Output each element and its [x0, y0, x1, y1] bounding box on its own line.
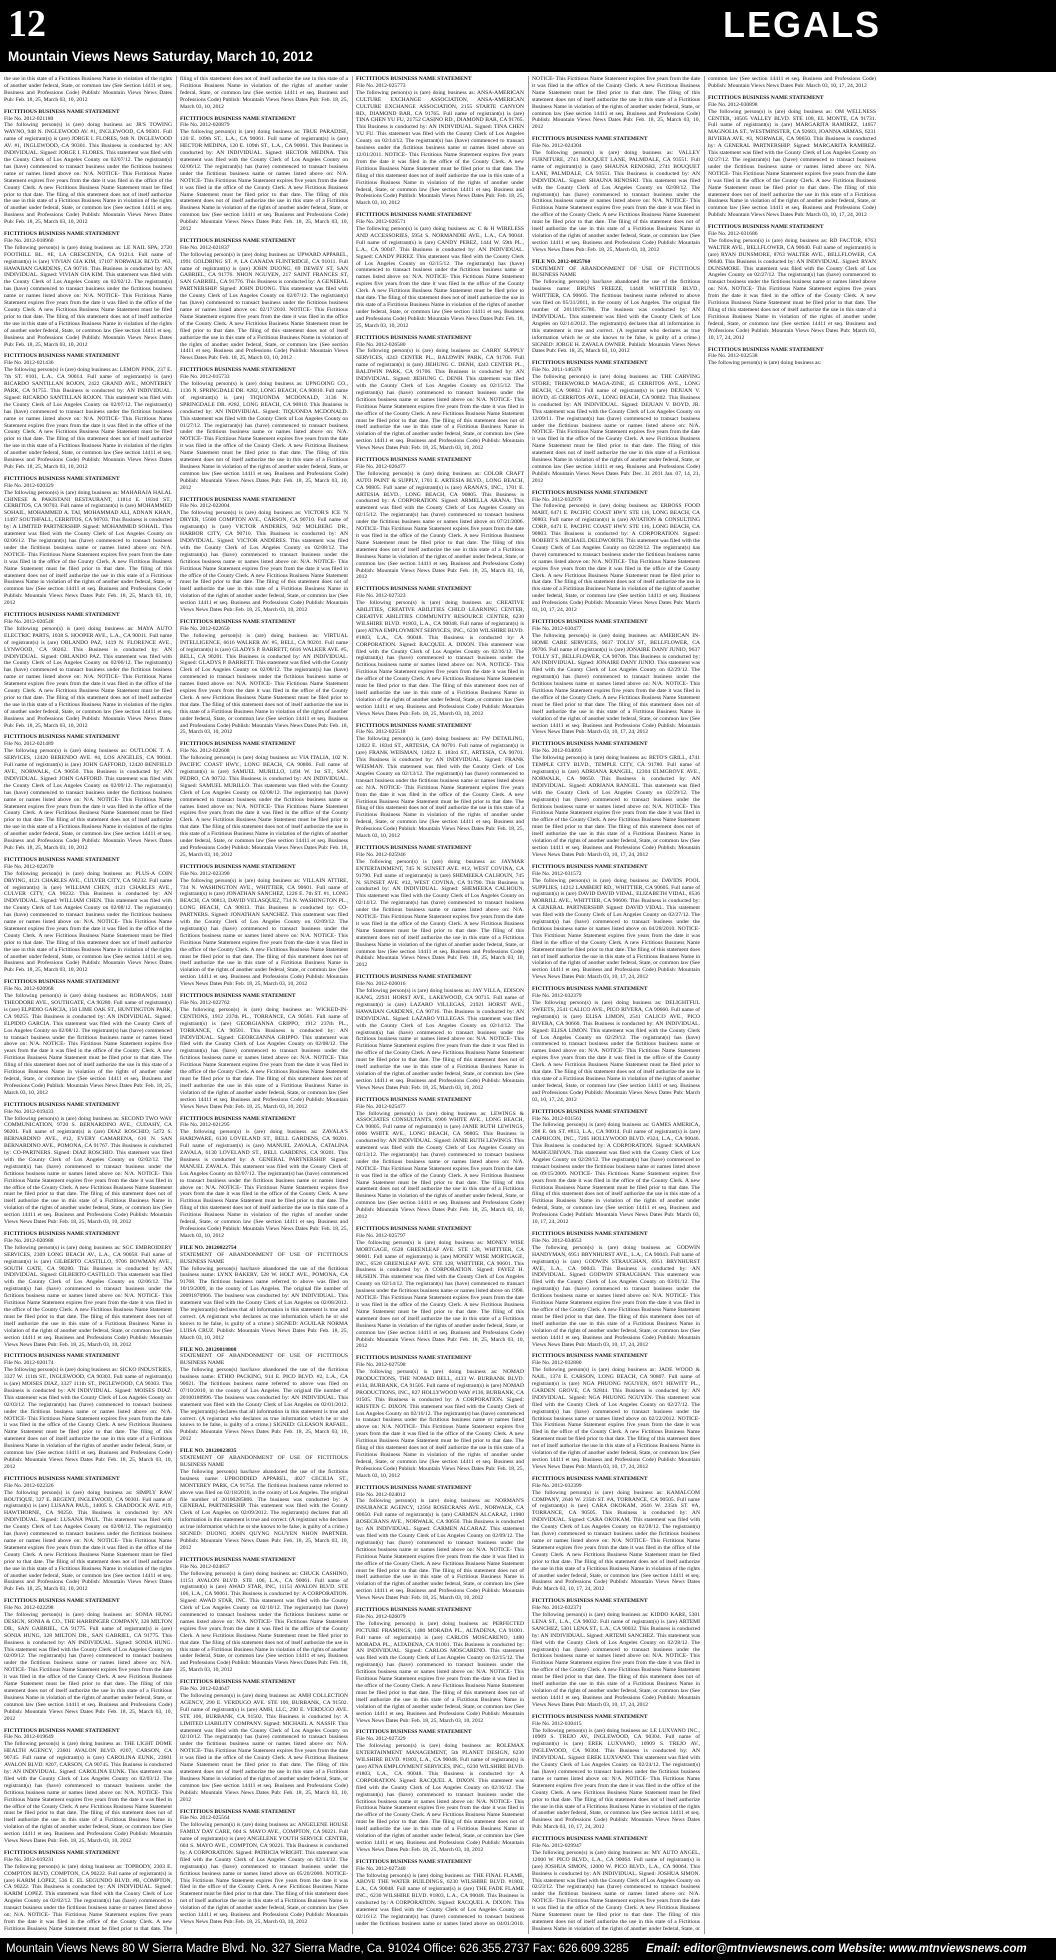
legal-notice [356, 845, 524, 969]
notice-body: The following person(s) is (are) doing business as: JAYMAR ENTERTAINMENT, 745 N. SUNSET AVE. #12, WEST COVINA, CA 91790. Full name of registrant(s) is (are) SHEMEEKA CALHOUN, 745 N. SUNSET AVE. #12, WEST COVINA, CA 91790. This Business is conducted by: AN INDIVIDUAL. Signed: SHEMEEKA CALHOUN. This statement was filed with the County Clerk of Los Angeles County on 02/14/12. The registrant(s) has (have) commenced to transact business under the fictitious business name or names listed above on: N/A. NOTICE- This Fictitious Name Statement expires five years from the date it was filed in the office of the County Clerk. A new Fictitious Business Name Statement must be filed prior to that date. The filing of this statement does not of itself authorize the use in this state of a Fictitious Business Name in violation of the rights of another under federal, State, or common law (See section 14411 et seq. Business and Professions Code) Publish: Mountain Views News Dates Pub: Feb. 18, 25, March 03, 10, 2012 [356, 858, 524, 969]
notice-body: The following person(s) is (are) doing business as: VILLAIN ATTIRE, 734 N. WASHINGTON AVE., WHITTIER, CA 90601. Full name of registrant(s) is (are) JONATHAN SANCHEZ, 1226 E. 7th ST. #1, LONG BEACH, CA 90813, DAVID VELASQUEZ, 734 N. WASHINGTON PL., LONG BEACH, CA 90813. This Business is conducted by: CO-PARTNERS. Signed: JONATHAN SANCHEZ. This statement was filed with the County Clerk of Los Angeles County on 02/09/12. The registrant(s) has (have) commenced to transact business under the fictitious business name or names listed above on: N/A. NOTICE- This Fictitious Name Statement expires five years from the date it was filed in the office of the County Clerk. A new Fictitious Business Name Statement must be filed prior to that date. The filing of this statement does not of itself authorize the use in this state of a Fictitious Business Name in violation of the rights of another under federal, State, or common law (See section 14411 et seq. Business and Professions Code) Publish: Mountain Views News Dates Pub: Feb. 18, 25, March 03, 10, 2012 [180, 877, 348, 988]
notice-file-number: File No. 2012-030898 [708, 101, 758, 108]
notice-heading: FICTITIOUS BUSINESS NAME STATEMENT [356, 1858, 472, 1865]
notice-body: The following person(s) is (are) doing business as: CARRY SUPPLY SERVICES, 4243 CENTER PL., BALDWIN PARK, CA 91706. Full name of registrant(s) is (are) JIEHUNG C. DENH, 4243 CENTER PL., BALDWIN PARK, CA 91706. This Business is conducted by: AN INDIVIDUAL. Signed: JIEHUNG C. DENH. This statement was filed with the County Clerk of Los Angeles County on 02/15/12. The registrant(s) has (have) commenced to transact business under the fictitious business name or names listed above on: N/A. NOTICE- This Fictitious Name Statement expires five years from the date it was filed in the office of the County Clerk. A new Fictitious Business Name Statement must be filed prior to that date. The filing of this statement does not of itself authorize the use in this state of a Fictitious Business Name in violation of the rights of another under federal, State, or common law (See section 14411 et seq. Business and Professions Code) Publish: Mountain Views News Dates Pub: Feb. 18, 25, March 03, 10, 2012 [356, 348, 524, 452]
notice-body: The following person(s) is (are) doing business as: ANSA-AMERICAN CULTURE EXCHANGE ASSOCIATION, ANSA-AMERICAN CULTURE EXCHANGE ASSOCIATION, 2155 STARTE CANYON RD., DIAMOND BAR, CA 91765. Full name of registrant(s) is (are) TINA CHEN YU FU, 21752 CASINO RD., DIAMOND BAR, CA 91765. This Business is conducted by: AN INDIVIDUAL. Signed: TINA CHEN YU FU. This statement was filed with the County Clerk of Los Angeles County on 02/14/12. The registrant(s) has (have) commenced to transact business under the fictitious business name or names listed above on 12/01/2011. NOTICE- This Fictitious Name Statement expires five years from the date it was filed in the office of the County Clerk. A new Fictitious Business Name Statement must be filed prior to that date. The filing of this statement does not of itself authorize the use in this state of a Fictitious Business Name in violation of the rights of another under federal, State, or common law (See section 14411 et seq. Business and Professions Code) Publish: Mountain Views News Dates Pub: Feb. 18, 25, March 03, 10, 2012 [356, 89, 524, 207]
legal-notice [4, 1728, 172, 1845]
legal-notice [532, 136, 700, 253]
notice-file-number: File No. 2012-021436 [4, 360, 54, 367]
legal-notice [708, 224, 876, 341]
notice-file-number: File No. 2012-026016 [356, 981, 406, 988]
notice-heading: FICTITIOUS BUSINESS NAME STATEMENT [4, 1475, 120, 1482]
notice-file-number: File No. 2012-027323 [356, 593, 406, 600]
notice-body: The following person(s) is (are) doing business as: VALLEY FURNITURE, 2741 BOUQUET LANE, PALMDALE, CA 93551. Full name of registrant(s) is (are) SHAUNA RENOSKI, 2741 BOUQUET LANE, PALMDALE, CA 93551. This Business is conducted by: AN INDIVIDUAL. Signed: SHAUNA RENOSKI. This statement was filed with the County Clerk of Los Angeles County on 02/08/12. The registrant(s) has (have) commenced to transact business under the fictitious business name or names listed above on: N/A. NOTICE- This Fictitious Name Statement expires five years from the date it was filed in the office of the County Clerk. A new Fictitious Business Name Statement must be filed prior to that date. The filing of this statement does not of itself authorize the use in this state of a Fictitious Business Name in violation of the rights of another under federal, State, or common law (See section 14411 et seq. Business and Professions Code) Publish: Mountain Views News Dates Pub: Feb. 18, 25, March 03, 10, 2012 [532, 150, 700, 253]
legal-notice [356, 586, 524, 717]
notice-file-number: File No. 2012-024012 [356, 1491, 406, 1498]
footer-contact: Email: editor@mtnviewsnews.com Website: www.mtnviewsnews.com [646, 1943, 1027, 1955]
notice-file-number: File No. 2012-024304 [532, 143, 582, 150]
notice-heading: FICTITIOUS BUSINESS NAME STATEMENT [532, 360, 648, 367]
notice-file-number: File No. 2012-023390 [180, 870, 230, 877]
notice-file-number: File No. 2012-026477 [356, 463, 406, 470]
notice-body: The following person(s) has/have abandoned the use of the fictitious business name: ETHIO PACKING, 914 E. PICO BLVD. #2, L.A., CA 90021. The fictitious business name referred to above was filed on 07/10/2010, in the county of Los Angeles. The original file number of 20100180996. The business was conducted by: AN INDIVIDUAL. This statement was filed with the County Clerk of Los Angeles on 02/01/2012. The registrant(s) declares that all information in this statement is true and correct. (A registrant who declares as true information which he or she knows to be false, is guilty of a crime.) SIGNED: GLEASON RAFAEL. Publish: Mountain Views News Dates Pub: Feb. 18, 25, March 03, 10, 2012 [180, 1367, 348, 1443]
legal-notice [532, 619, 700, 736]
notice-file-number: File No. 2012-025518 [356, 729, 406, 736]
notice-body: The following person(s) is (are) doing business as: MAYA AUTO ELECTRIC PARTS, 1038 S. HOOPER AVE., L.A., CA 90011. Full name of registrant(s) is (are) ORLANDO PAZ, 1419 N. FLORENCE AVE., LYNWOOD, CA 90262. This Business is conducted by: AN INDIVIDUAL. Signed: ORLANDO PAZ. This statement was filed with the County Clerk of Los Angeles County on 02/06/12. The registrant(s) has (have) commenced to transact business under the fictitious business name or names listed above on: N/A. NOTICE- This Fictitious Name Statement expires five years from the date it was filed in the office of the County Clerk. A new Fictitious Business Name Statement must be filed prior to that date. The filing of this statement does not of itself authorize the use in this state of a Fictitious Business Name in violation of the rights of another under federal, State, or common law (See section 14411 et seq. Business and Professions Code) Publish: Mountain Views News Dates Pub: Feb. 18, 25, March 03, 10, 2012 [4, 625, 172, 729]
notice-body: The following person(s) is (are) doing business as: NORMAN'S INSURANCE AGENCY, 12564 ROSECRANS AVE., NORWALK, CA 90650. Full name of registrant(s) is (are) CARMEN ALCARAZ, 11980 ROSECRANS AVE., NORWALK, CA 90650. This Business is conducted by: AN INDIVIDUAL. Signed: CARMEN ALCARAZ. This statement was filed with the County Clerk of Los Angeles County on 02/09/12. The registrant(s) has (have) commenced to transact business under the fictitious business name or names listed above on: N/A. NOTICE- This Fictitious Name Statement expires five years from the date it was filed in the office of the County Clerk. A new Fictitious Business Name Statement must be filed prior to that date. The filing of this statement does not of itself authorize the use in this state of a Fictitious Business Name in violation of the rights of another under federal, State, or common law (See section 14411 et seq. Business and Professions Code) Publish: Mountain Views News Dates Pub: Feb. 18, 25, March 03, 10, 2012 [356, 1498, 524, 1602]
notice-body: The following person(s) is (are) doing business as: CHUCK CASHINO, 11151 AVALON BLVD. STE 106, L.A., CA 90061. Full name of registrant(s) is (are) AWAD STAR, INC, 11151 AVALON BLVD. STE 106, L.A., CA 90061. This Business is conducted by: A CORPORATION. Signed: AWAD STAR, INC. This statement was filed with the County Clerk of Los Angeles County on 02/10/12. The registrant(s) has (have) commenced to transact business under the fictitious business name or names listed above on: N/A. NOTICE- This Fictitious Name Statement expires five years from the date it was filed in the office of the County Clerk. A new Fictitious Business Name Statement must be filed prior to that date. The filing of this statement does not of itself authorize the use in this state of a Fictitious Business Name in violation of the rights of another under federal, State, or common law (See section 14411 et seq. Business and Professions Code) Publish: Mountain Views News Dates Pub: Feb. 18, 25, March 03, 10, 2012 [180, 1570, 348, 1674]
notice-file-number: STATEMENT OF ABANDONMENT OF USE OF FICTITIOUS BUSINESS NAME [180, 1455, 348, 1468]
notice-file-number: File No. 2012-030477 [532, 625, 582, 632]
legal-notice [4, 1231, 172, 1348]
notice-heading: FICTITIOUS BUSINESS NAME STATEMENT [532, 1598, 648, 1605]
notice-heading: FICTITIOUS BUSINESS NAME STATEMENT [180, 496, 296, 503]
notice-heading: FICTITIOUS BUSINESS NAME STATEMENT [532, 1836, 648, 1843]
legal-notice [356, 1729, 524, 1853]
notice-file-number: File No. 2012-021180 [4, 115, 54, 122]
notice-file-number: File No. 2012-020174 [4, 1360, 54, 1367]
notice-body: The following person(s) is (are) doing business as: SONIA HUNG DESIGN, SONIA & CO., THE HARBINGER COMPANY, 328 MILTON DR., SAN GABRIEL, CA 91775. Full name of registrant(s) is (are) SONIA HUNG, 328 MILTON DR., SAN GABRIEL, CA 91775. This Business is conducted by: AN INDIVIDUAL. Signed: SONIA HUNG. This statement was filed with the County Clerk of Los Angeles County on 02/09/12. The registrant(s) has (have) commenced to transact business under the fictitious business name or names listed above on: N/A. NOTICE- This Fictitious Name Statement expires five years from the date it was filed in the office of the County Clerk. A new Fictitious Business Name Statement must be filed prior to that date. The filing of this statement does not of itself authorize the use in this state of a Fictitious Business Name in violation of the rights of another under federal, State, or common law (See section 14411 et seq. Business and Professions Code) Publish: Mountain Views News Dates Pub: Feb. 18, 25, March 03, 10, 2012 [4, 1612, 172, 1722]
notice-body: The following person(s) is (are) doing business as: ERBOSS FOOD MART, 6471 E. PACIFIC COAST HWY. STE 116, LONG BEACH, CA 90803. Full name of registrant(s) is (are) AVIATION & CONSULTING CORP., 6471 E. PACIFIC COAST HWY. STE 116, LONG BEACH, CA 90803. This Business is conducted by: A CORPORATION. Signed: ROBERT S. MICHAEL DELDWORTH. This statement was filed with the County Clerk of Los Angeles County on 02/28/12. The registrant(s) has (have) commenced to transact business under the fictitious business name or names listed above on: N/A. NOTICE- This Fictitious Name Statement expires five years from the date it was filed in the office of the County Clerk. A new Fictitious Business Name Statement must be filed prior to that date. The filing of this statement does not of itself authorize the use in this state of a Fictitious Business Name in violation of the rights of another under federal, State, or common law (See section 14411 et seq. Business and Professions Code) Publish: Mountain Views News Dates Pub: March 03, 10, 17, 24, 2012 [532, 503, 700, 614]
notice-body: The following person(s) is (are) doing business as: RD FACTOR, 8763 WALTER AVE., BELLFLOWER, CA 90640. Full name of registrant(s) is (are) RYAN DUNSMORE, 8763 WALTER AVE., BELLFLOWER, CA 90640. This Business is conducted by: AN INDIVIDUAL. Signed: RYAN DUNSMORE. This statement was filed with the County Clerk of Los Angeles County on 02/27/12. The registrant(s) has (have) commenced to transact business under the fictitious business name or names listed above on: N/A. NOTICE- This Fictitious Name Statement expires five years from the date it was filed in the office of the County Clerk. A new Fictitious Business Name Statement must be filed prior to that date. The filing of this statement does not of itself authorize the use in this state of a Fictitious Business Name in violation of the rights of another under federal, State, or common law (See section 14411 et seq. Business and Professions Code) Publish: Mountain Views News Dates Pub: March 03, 10, 17, 24, 2012 [708, 237, 876, 341]
legal-notice [4, 979, 172, 1096]
notice-file-number: File No. 2012-021837 [180, 244, 230, 251]
legal-notice [180, 1448, 348, 1552]
notice-heading: FICTITIOUS BUSINESS NAME STATEMENT [4, 1101, 120, 1108]
notice-heading: FICTITIOUS BUSINESS NAME STATEMENT [356, 844, 472, 851]
notice-body: The following person(s) is (are) doing business as: DELIGHTFUL SWEETS, 2541 CALICO AVE., PICO RIVERA, CA 90660. Full name of registrant(s) is (are) ELISA LIMON, 2541 CALICO AVE., PICO RIVERA, CA 90660. This Business is conducted by: AN INDIVIDUAL. Signed: ELISA LIMON. This statement was filed with the County Clerk of Los Angeles County on 02/29/12. The registrant(s) has (have) commenced to transact business under the fictitious business name or names listed above on: N/A. NOTICE- This Fictitious Name Statement expires five years from the date it was filed in the office of the County Clerk. A new Fictitious Business Name Statement must be filed prior to that date. The filing of this statement does not of itself authorize the use in this state of a Fictitious Business Name in violation of the rights of another under federal, State, or common law (See section 14411 et seq. Business and Professions Code) Publish: Mountain Views News Dates Pub: March 03, 10, 17, 24, 2012 [532, 1000, 700, 1103]
legal-notice [4, 857, 172, 974]
notice-file-number: File No. 2012-022326 [4, 1482, 54, 1489]
notice-heading: FICTITIOUS BUSINESS NAME STATEMENT [180, 1679, 296, 1686]
legal-notice [532, 741, 700, 858]
notice-heading: FICTITIOUS BUSINESS NAME STATEMENT [532, 1713, 648, 1720]
legal-notice [180, 1116, 348, 1240]
notice-file-number: File No. 2012-025564 [180, 1815, 230, 1822]
notice-file-number: File No. 2012-031686 [708, 231, 758, 238]
notice-file-number: File No. 2012-027340 [356, 1865, 406, 1872]
notice-heading: FILE NO. 20120018808 [180, 1346, 237, 1353]
notice-body: The following person(s) is (are) doing business as: SICKO INDUSTRIES, 3327 W. 111th ST., INGLEWOOD, CA 90303. Full name of registrant(s) is (are) MOISES DIAZ, 3327 111th ST., INGLEWOOD, CA 90303. This Business is conducted by: AN INDIVIDUAL. Signed: MOISES DIAZ. This statement was filed with the County Clerk of Los Angeles County on 02/03/12. The registrant(s) has (have) commenced to transact business under the fictitious business name or names listed above on: N/A. NOTICE- This Fictitious Name Statement expires five years from the date it was filed in the office of the County Clerk. A new Fictitious Business Name Statement must be filed prior to that date. The filing of this statement does not of itself authorize the use in this state of a Fictitious Business Name in violation of the rights of another under federal, State, or common law (See section 14411 et seq. Business and Professions Code) Publish: Mountain Views News Dates Pub: Feb. 18, 25, March 03, 10, 2012 [4, 1367, 172, 1470]
notice-body: The following person(s) is (are) doing business as: MONEY WISE MORTGAGE, 6528 GREENLEAF AVE. STE 128, WHITTIER, CA 90601. Full name of registrant(s) is (are) MONEY WISE MORTGAGE, INC., 6528 GREENLEAF AVE. STE 128, WHITTIER, CA 90601. This Business is conducted by: A CORPORATION. Signed: FAYEZ H. HUSEIN. This statement was filed with the County Clerk of Los Angeles County on 02/14/12. The registrant(s) has (have) commenced to transact business under the fictitious business name or names listed above on 1998. NOTICE- This Fictitious Name Statement expires five years from the date it was filed in the office of the County Clerk. A new Fictitious Business Name Statement must be filed prior to that date. The filing of this statement does not of itself authorize the use in this state of a Fictitious Business Name in violation of the rights of another under federal, State, or common law (See section 14411 et seq. Business and Professions Code) Publish: Mountain Views News Dates Pub: Feb. 18, 25, March 03, 10, 2012 [356, 1239, 524, 1350]
legal-notice [180, 238, 348, 362]
legal-notice [532, 490, 700, 614]
notice-body: The following person(s) has/have abandoned the use of the fictitious business name: BRUNS FREEZE, 14448 WHITTIER BLVD., WHITTIER, CA 90605. The fictitious business name referred to above was filed on 05/31/2011, in the county of Los Angeles. The original file number of 20110195786. The business was conducted by: AN INDIVIDUAL. This statement was filed with the County Clerk of Los Angeles on 02/14/2012. The registrant(s) declares that all information in this statement is true and correct. (A registrant who declares as true information which he or she knows to be false, is guilty of a crime.) SIGNED: JORGE H. ZAVALA OWNER. Publish: Mountain Views News Dates Pub: Feb. 18, 25, March 03, 10, 2012 [532, 279, 700, 355]
legal-notice [180, 864, 348, 988]
notice-file-number: File No. 2012-022670 [4, 863, 54, 870]
notice-body: The following person(s) is (are) doing business as: THE LIGHT DOME HEALTH AGENCY, 23601 AVALON BLVD. #207, CARSON, CA 90745. Full name of registrant(s) is (are) CAROLINA EUNK, 23601 AVALON BLVD. #207, CARSON, CA 90745. This Business is conducted by: AN INDIVIDUAL. Signed: CAROLINA EUNK. This statement was filed with the County Clerk of Los Angeles County on 02/03/12. The registrant(s) has (have) commenced to transact business under the fictitious business name or names listed above on: N/A. NOTICE- This Fictitious Name Statement expires five years from the date it was filed in the office of the County Clerk. A new Fictitious Business Name Statement must be filed prior to that date. The filing of this statement does not of itself authorize the use in this state of a Fictitious Business Name in violation of the rights of another under federal, State, or common law (See section 14411 et seq. Business and Professions Code) Publish: Mountain Views News Dates Pub: Feb. 18, 25, March 03, 10, 2012 [4, 1741, 172, 1845]
notice-file-number: File No. 2012-027329 [356, 1736, 406, 1743]
legal-notice [532, 1476, 700, 1593]
notice-heading: FICTITIOUS BUSINESS NAME STATEMENT [4, 1849, 120, 1856]
notice-heading: FICTITIOUS BUSINESS NAME STATEMENT [708, 346, 824, 353]
notice-heading: FICTITIOUS BUSINESS NAME STATEMENT [4, 1231, 120, 1237]
legal-notice [4, 353, 172, 470]
notice-body: The following person(s) is (are) doing business as: JR'S TOWING WAYNO, 948 N. INGLEWOOD AV. #1, INGLEWOOD, CA 90301. Full name of registrant(s) is (are) JORGE I. FLORES, 948 N. INGLEWOOD AV. #1, INGLEWOOD, CA 90301. This Business is conducted by: AN INDIVIDUAL. Signed: JORGE I. FLORES. This statement was filed with the County Clerk of Los Angeles County on 02/07/12. The registrant(s) has (have) commenced to transact business under the fictitious business name or names listed above on: N/A. NOTICE- This Fictitious Name Statement expires five years from the date it was filed in the office of the County Clerk. A new Fictitious Business Name Statement must be filed prior to that date. The filing of this statement does not of itself authorize the use in this state of a Fictitious Business Name in violation of the rights of another under federal, State, or common law (See section 14411 et seq. Business and Professions Code) Publish: Mountain Views News Dates Pub: Feb. 18, 25, March 03, 10, 2012 [4, 122, 172, 226]
legal-notice [4, 76, 172, 104]
notice-body: The following person(s) is (are) doing business as: PLUS-A COIN DRYING, 4121 CHARLES AVE., CULVER CITY, CA 90232. Full name of registrant(s) is (are) WILLIAM CHEN, 4121 CHARLES AVE., CULVER CITY, CA 90232. This Business is conducted by: AN INDIVIDUAL. Signed: WILLIAM CHEN. This statement was filed with the County Clerk of Los Angeles County on 02/08/12. The registrant(s) has (have) commenced to transact business under the fictitious business name or names listed above on: N/A. NOTICE- This Fictitious Name Statement expires five years from the date it was filed in the office of the County Clerk. A new Fictitious Business Name Statement must be filed prior to that date. The filing of this statement does not of itself authorize the use in this state of a Fictitious Business Name in violation of the rights of another under federal, State, or common law (See section 14411 et seq. Business and Professions Code) Publish: Mountain Views News Dates Pub: Feb. 18, 25, March 03, 10, 2012 [4, 870, 172, 974]
legal-notice [180, 1557, 348, 1674]
notice-heading: FICTITIOUS BUSINESS NAME STATEMENT [4, 979, 120, 986]
notice-body: The following person(s) is (are) doing business as: SIMPLY RAW BOUTIQUE, 327 E. REGENT, INGLEWOOD, CA 90301. Full name of registrant(s) is (are) LUSANA PAUL, 14005 S. CRADDOCK AVE. #19, HAWTHORNE, CA 90250. This Business is conducted by: AN INDIVIDUAL. Signed: LUSANA PAUL. This statement was filed with the County Clerk of Los Angeles County on 02/08/12. The registrant(s) has (have) commenced to transact business under the fictitious business name or names listed above on: N/A. NOTICE- This Fictitious Name Statement expires five years from the date it was filed in the office of the County Clerk. A new Fictitious Business Name Statement must be filed prior to that date. The filing of this statement does not of itself authorize the use in this state of a Fictitious Business Name in violation of the rights of another under federal, State, or common law (See section 14411 et seq. Business and Professions Code) Publish: Mountain Views News Dates Pub: Feb. 18, 25, March 03, 10, 2012 [4, 1489, 172, 1593]
notice-body: The following person(s) is (are) doing business as: THE FINAL FLAME, ABOVE THE WATER BUILDINGS, 6230 WILSHIRE BLVD. #1803, L.A., CA 90048. Full name of registrant(s) is (are) THE FADE FLAME INC., 6230 WILSHIRE BLVD. #1803, L.A., CA 90048. This Business is conducted by: A CORPORATION. Signed: RACQUEL A. DIXON. This statement was filed with the County Clerk of Los Angeles County on 02/16/12. The registrant(s) has (have) commenced to transact business under the fictitious business name or names listed above on 04/01/2010. NOTICE- This Fictitious Name Statement expires five years from the date it was filed in the office of the County Clerk. A new Fictitious Business Name Statement must be filed prior to that date. The filing of this statement does not of itself authorize the use in this state of a Fictitious Business Name in violation of the rights of another under federal, State, or common law (See section 14411 et seq. Business and Professions Code) Publish: Mountain Views News Dates Pub: Feb. 18, 25, March 03, 10, 2012 [356, 76, 700, 1927]
legal-notice [180, 741, 348, 858]
notice-heading: FICTITIOUS BUSINESS NAME STATEMENT [4, 108, 120, 115]
legal-notice [532, 259, 700, 356]
notice-body: The following person(s) is (are) doing business as: LE LUXVANO INC., 10909 S. TREJO AV., INGLEWOOD, CA 90304. Full name of registrant(s) is (are) EREK LUXVANO, 10909 S. TREJO AV., INGLEWOOD, CA 90304. This Business is conducted by: AN INDIVIDUAL. Signed: EREK LUXVANO. This statement was filed with the County Clerk of Los Angeles County on 02/24/12. The registrant(s) has (have) commenced to transact business under the fictitious business name or names listed above on: N/A. NOTICE- This Fictitious Name Statement expires five years from the date it was filed in the office of the County Clerk. A new Fictitious Business Name Statement must be filed prior to that date. The filing of this statement does not of itself authorize the use in this state of a Fictitious Business Name in violation of the rights of another under federal, State, or common law (See section 14411 et seq. Business and Professions Code) Publish: Mountain Views News Dates Pub: March 03, 10, 17, 24, 2012 [532, 1727, 700, 1831]
notice-file-number: File No. 2012-022298 [4, 1605, 54, 1612]
notice-heading: FICTITIOUS BUSINESS NAME STATEMENT [356, 722, 472, 729]
notice-file-number: File No. 2012-032371 [532, 1605, 582, 1612]
notice-heading: FICTITIOUS BUSINESS NAME STATEMENT [708, 94, 824, 101]
legal-notice [356, 1485, 524, 1602]
notice-body: The following person(s) is (are) doing business as: ANGELENE HOUSE FAMILY DAY CARE, 604 S. MAYO AVE., COMPTON, CA 90221. Full name of registrant(s) is (are) ANGELENE YOUTH SERVICE CENTER, 604 S. MAYO AVE., COMPTON, CA 90221. This Business is conducted by: A CORPORATION. Signed: PATRICIA WRIGHT. This statement was filed with the County Clerk of Los Angeles County on 02/14/12. The registrant(s) has (have) commenced to transact business under the fictitious business name or names listed above on 05/20/2000. NOTICE- This Fictitious Name Statement expires five years from the date it was filed in the office of the County Clerk. A new Fictitious Business Name Statement must be filed prior to that date. The filing of this statement does not of itself authorize the use in this state of a Fictitious Business Name in violation of the rights of another under federal, State, or common law (See section 14411 et seq. Business and Professions Code) Publish: Mountain Views News Dates Pub: Feb. 18, 25, March 03, 10, 2012 [180, 1822, 348, 1925]
notice-heading: FICTITIOUS BUSINESS NAME STATEMENT [532, 136, 648, 143]
notice-body: The following person(s) is (are) doing business as: FW DETAILING, 12022 E. 183rd ST., ARTESIA, CA 90701. Full name of registrant(s) is (are) FRANK WEISMAN, 12022 E. 183rd ST., ARTESIA, CA 90701. This Business is conducted by: AN INDIVIDUAL. Signed: FRANK WEISMAN. This statement was filed with the County Clerk of Los Angeles County on 02/13/12. The registrant(s) has (have) commenced to transact business under the fictitious business name or names listed above on: N/A. NOTICE- This Fictitious Name Statement expires five years from the date it was filed in the office of the County Clerk. A new Fictitious Business Name Statement must be filed prior to that date. The filing of this statement does not of itself authorize the use in this state of a Fictitious Business Name in violation of the rights of another under federal, State, or common law (See section 14411 et seq. Business and Professions Code) Publish: Mountain Views News Dates Pub: Feb. 18, 25, March 03, 10, 2012 [356, 736, 524, 840]
notice-file-number: File No. 2012-025946 [356, 851, 406, 858]
notice-file-number: File No. 2012-020329 [4, 482, 54, 489]
legal-notice [180, 367, 348, 491]
notice-body: The following person(s) is (are) doing business as: BETO'S GRILL, 4741 TEMPLE CITY BLVD., TEMPLE CITY, CA 91780. Full name of registrant(s) is (are) ADRIANA RANGEL, 12304 ELMGROVE AVE., NORWALK, CA 90650. This Business is conducted by: AN INDIVIDUAL. Signed: ADRIANA RANGEL. This statement was filed with the County Clerk of Los Angeles County on 02/29/12. The registrant(s) has (have) commenced to transact business under the fictitious business name or names listed above on: N/A. NOTICE- This Fictitious Name Statement expires five years from the date it was filed in the office of the County Clerk. A new Fictitious Business Name Statement must be filed prior to that date. The filing of this statement does not of itself authorize the use in this state of a Fictitious Business Name in violation of the rights of another under federal, State, or common law (See section 14411 et seq. Business and Professions Code) Publish: Mountain Views News Dates Pub: March 03, 10, 17, 24, 2012 [532, 755, 700, 858]
legal-notice [532, 1109, 700, 1226]
legal-notice [356, 974, 524, 1091]
legal-notice [356, 76, 524, 207]
notice-heading: FICTITIOUS BUSINESS NAME STATEMENT [180, 618, 296, 625]
legal-notice [180, 116, 348, 233]
notice-heading: FICTITIOUS BUSINESS NAME STATEMENT [532, 618, 648, 625]
legal-notice [532, 1353, 700, 1470]
notice-body: The following person(s) is (are) doing business as: THE CARVING STORE; TREKWORLD MAGA-ZINE, 45 CERRITOS AVE., LONG BEACH, CA 90802. Full name of registrant(s) is (are) DEJUAN V. BOYD, 45 CERRITOS AVE., LONG BEACH, CA 90802. This Business is conducted by: AN INDIVIDUAL. Signed: DEJUAN V. BOYD, JR. This statement was filed with the County Clerk of Los Angeles County on 12/09/11. The registrant(s) has (have) commenced to transact business under the fictitious business name or names listed above on: N/A. NOTICE- This Fictitious Name Statement expires five years from the date it was filed in the office of the County Clerk. A new Fictitious Business Name Statement must be filed prior to that date. The filing of this statement does not of itself authorize the use in this state of a Fictitious Business Name in violation of the rights of another under federal, State, or common law (See section 14411 et seq. Business and Professions Code) Publish: Mountain Views News Dates Pub: Dec. 31 2011 Jan. 07, 14, 21, 2012 [532, 374, 700, 484]
notice-file-number: File No. 2012-026580 [356, 341, 406, 348]
notice-body: The following person(s) is (are) doing business as: ZAVALA'S HARDWARE, 6130 LOVELAND ST., BELL GARDENS, CA 90201. Full name of registrant(s) is (are) MANUEL ZAVALA, CATALINA ZAVALA, 6130 LOVELAND ST., BELL GARDENS, CA 90201. This Business is conducted by: A GENERAL PARTNERSHIP. Signed: MANUEL ZAVALA. This statement was filed with the County Clerk of Los Angeles County on 02/07/12. The registrant(s) has (have) commenced to transact business under the fictitious business name or names listed above on: N/A. NOTICE- This Fictitious Name Statement expires five years from the date it was filed in the office of the County Clerk. A new Fictitious Business Name Statement must be filed prior to that date. The filing of this statement does not of itself authorize the use in this state of a Fictitious Business Name in violation of the rights of another under federal, State, or common law (See section 14411 et seq. Business and Professions Code) Publish: Mountain Views News Dates Pub: Feb. 18, 25, March 03, 10, 2012 [180, 1129, 348, 1239]
notice-file-number: STATEMENT OF ABANDONMENT OF USE OF FICTITIOUS BUSINESS NAME [532, 265, 700, 279]
notice-file-number: File No. 2012-032880 [532, 1360, 582, 1367]
notice-body: The following person(s) is (are) doing business as: COLOR CRAFT AUTO PAINT & SUPPLY, 1701 E. ARTESIA BLVD., LONG BEACH, CA 90805. Full name of registrant(s) is (are) ARANA'S, INC., 1701 E. ARTESIA BLVD., LONG BEACH, CA 90805. This Business is conducted by: A CORPORATION. Signed: ARMELLA ARANA. This statement was filed with the County Clerk of Los Angeles County on 02/15/12. The registrant(s) has (have) commenced to transact business under the fictitious business name or names listed above on 07/21/2006. NOTICE- This Fictitious Name Statement expires five years from the date it was filed in the office of the County Clerk. A new Fictitious Business Name Statement must be filed prior to that date. The filing of this statement does not of itself authorize the use in this state of a Fictitious Business Name in violation of the rights of another under federal, State, or common law (See section 14411 et seq. Business and Professions Code) Publish: Mountain Views News Dates Pub: Feb. 18, 25, March 03, 10, 2012 [356, 470, 524, 581]
notice-body: The following person(s) is (are) doing business as: JAY VILLA, EDISON KANG, 22931 HORST AVE., LAKEWOOD, CA 90715. Full name of registrant(s) is (are) LAZARO VILLEGAS, 21921 HORST AVE., HAWAIIAN GARDENS, CA 90716. This Business is conducted by: AN INDIVIDUAL. Signed: LAZARO VILLEGAS. This statement was filed with the County Clerk of Los Angeles County on 02/14/12. The registrant(s) has (have) commenced to transact business under the fictitious business name or names listed above on: N/A. NOTICE- This Fictitious Name Statement expires five years from the date it was filed in the office of the County Clerk. A new Fictitious Business Name Statement must be filed prior to that date. The filing of this statement does not of itself authorize the use in this state of a Fictitious Business Name in violation of the rights of another under federal, State, or common law (See section 14411 et seq. Business and Professions Code) Publish: Mountain Views News Dates Pub: Feb. 18, 25, March 03, 10, 2012 [356, 988, 524, 1091]
notice-body: The following person(s) is (are) doing business as: PERFECTED PICTURE FRAMINGS, 1480 MORADA PL., ALTADENA, CA 91001. Full name of registrant(s) is (are) CARLOS MOSCARENO, 1480 MORADA PL., ALTADENA, CA 91001. This Business is conducted by: AN INDIVIDUAL. Signed: CARLOS MOSCARENO. This statement was filed with the County Clerk of Los Angeles County on 02/15/12. The registrant(s) has (have) commenced to transact business under the fictitious business name or names listed above on: N/A. NOTICE- This Fictitious Name Statement expires five years from the date it was filed in the office of the County Clerk. A new Fictitious Business Name Statement must be filed prior to that date. The filing of this statement does not of itself authorize the use in this state of a Fictitious Business Name in violation of the rights of another under federal, State, or common law (See section 14411 et seq. Business and Professions Code) Publish: Mountain Views News Dates Pub: Feb. 18, 25, March 03, 10, 2012 [356, 1620, 524, 1724]
notice-heading: FICTITIOUS BUSINESS NAME STATEMENT [532, 986, 648, 993]
legal-notice [180, 1347, 348, 1444]
notice-heading: FICTITIOUS BUSINESS NAME STATEMENT [532, 863, 648, 870]
notice-heading: FILE NO. 20120023835 [180, 1448, 237, 1455]
legal-notice [4, 109, 172, 226]
notice-file-number: File No. 2012-015733 [180, 374, 230, 381]
notice-body: The following person(s) is (are) doing business as: OM WELLNESS CENTER, 10505 VALLEY BLVD. STE 108, EL MONTE, CA 91731. Full name of registrant(s) is (are) MARGARITA RAMIREZ, 14657 MAGNOLIA ST., WESTMINSTER, CA 92683, JOANNA ARMAS, 6231 RIVIERA AVE. #3, NORWALK, CA 90650. This Business is conducted by: A GENERAL PARTNERSHIP. Signed: MARGARITA RAMIREZ. This statement was filed with the County Clerk of Los Angeles County on 02/27/12. The registrant(s) has (have) commenced to transact business under the fictitious business name or names listed above on: N/A. NOTICE- This Fictitious Name Statement expires five years from the date it was filed in the office of the County Clerk. A new Fictitious Business Name Statement must be filed prior to that date. The filing of this statement does not of itself authorize the use in this state of a Fictitious Business Name in violation of the rights of another under federal, State, or common law (See section 14411 et seq. Business and Professions Code) Publish: Mountain Views News Dates Pub: March 03, 10, 17, 24, 2012 [708, 108, 876, 219]
publication-line: Mountain Views News Saturday, March 10, 2012 [8, 49, 313, 64]
notice-heading: FICTITIOUS BUSINESS NAME STATEMENT [532, 1108, 648, 1115]
notice-body: The following person(s) is (are) doing business as: AMERICAN IN-HOME CARE SERVICES, 9637 TOLLY ST., BELLFLOWER, CA 90706. Full name of registrant(s) is (are) JONAIRE DANY JUNIO, 9637 TOLLY ST., BELLFLOWER, CA 90706. This Business is conducted by: AN INDIVIDUAL. Signed: JONAIRE DANY JUNIO. This statement was filed with the County Clerk of Los Angeles County on 02/29/12. The registrant(s) has (have) commenced to transact business under the fictitious business name or names listed above on: N/A. NOTICE- This Fictitious Name Statement expires five years from the date it was filed in the office of the County Clerk. A new Fictitious Business Name Statement must be filed prior to that date. The filing of this statement does not of itself authorize the use in this state of a Fictitious Business Name in violation of the rights of another under federal, State, or common law (See section 14411 et seq. Business and Professions Code) Publish: Mountain Views News Dates Pub: March 03, 10, 17, 24, 2012 [532, 632, 700, 736]
notice-file-number: File No. 2012-025477 [356, 1103, 406, 1110]
notice-heading: FICTITIOUS BUSINESS NAME STATEMENT [356, 1355, 472, 1362]
notice-body: The following person(s) is (are) doing business as: GODWIN HANDYMAN, 6951 BRYNHURST AVE., L.A., CA 90043. Full name of registrant(s) is (are) GODWIN STRAUGHAN, 6951 BRYNHURST AVE., L.A., CA 90043. This Business is conducted by: AN INDIVIDUAL. Signed: GODWIN STRAUGHAN. This statement was filed with the County Clerk of Los Angeles County on 03/01/12. The registrant(s) has (have) commenced to transact business under the fictitious business name or names listed above on: N/A. NOTICE- This Fictitious Name Statement expires five years from the date it was filed in the office of the County Clerk. A new Fictitious Business Name Statement must be filed prior to that date. The filing of this statement does not of itself authorize the use in this state of a Fictitious Business Name in violation of the rights of another under federal, State, or common law (See section 14411 et seq. Business and Professions Code) Publish: Mountain Views News Dates Pub: March 03, 10, 17, 24, 2012 [532, 1244, 700, 1348]
notice-heading: FICTITIOUS BUSINESS NAME STATEMENT [532, 1475, 648, 1482]
legal-notice [4, 1476, 172, 1593]
notice-heading: FICTITIOUS BUSINESS NAME STATEMENT [708, 224, 824, 231]
notice-heading: FICTITIOUS BUSINESS NAME STATEMENT [180, 1115, 296, 1122]
notice-heading: FICTITIOUS BUSINESS NAME STATEMENT [180, 993, 296, 1000]
legal-notice [532, 1714, 700, 1831]
notice-heading: FICTITIOUS BUSINESS NAME STATEMENT [532, 489, 648, 496]
notice-body: The following person(s) is (are) doing business as: C & H WIRELESS AND ACCESSORIES, 5954 S. NORMANDIE AVE., L.A., CA 90044. Full name of registrant(s) is (are) CANDY PEREZ, 1444 W. 59th PL., L.A., CA 90047. This Business is conducted by: AN INDIVIDUAL. Signed: CANDY PEREZ. This statement was filed with the County Clerk of Los Angeles County on 02/15/12. The registrant(s) has (have) commenced to transact business under the fictitious business name or names listed above on: N/A. NOTICE- This Fictitious Name Statement expires five years from the date it was filed in the office of the County Clerk. A new Fictitious Business Name Statement must be filed prior to that date. The filing of this statement does not of itself authorize the use in this state of a Fictitious Business Name in violation of the rights of another under federal, State, or common law (See section 14411 et seq. Business and Professions Code) Publish: Mountain Views News Dates Pub: Feb. 18, 25, March 03, 10, 2012 [356, 226, 524, 329]
notice-body: The following person(s) is (are) doing business as: AMH COLLECTION AGENCY, 290 E. VERDUGO AVE. STE 106, BURBANK, CA 91502. Full name of registrant(s) is (are) AMH, LLC, 290 E. VERDUGO AVE. STE 106, BURBANK, CA 91502. This Business is conducted by: A LIMITED LIABILITY COMPANY. Signed: MICHAEL A. NASSIF. This statement was filed with the County Clerk of Los Angeles County on 02/10/12. The registrant(s) has (have) commenced to transact business under the fictitious business name or names listed above on: N/A. NOTICE- This Fictitious Name Statement expires five years from the date it was filed in the office of the County Clerk. A new Fictitious Business Name Statement must be filed prior to that date. The filing of this statement does not of itself authorize the use in this state of a Fictitious Business Name in violation of the rights of another under federal, State, or common law (See section 14411 et seq. Business and Professions Code) Publish: Mountain Views News Dates Pub: Feb. 18, 25, March 03, 10, 2012 [180, 1693, 348, 1803]
legal-notices-columns [4, 76, 1052, 1934]
notice-heading: FICTITIOUS BUSINESS NAME STATEMENT [356, 334, 472, 341]
notice-file-number: File No. 2012-022650 [180, 625, 230, 632]
footer-address: Mountain Views News 80 W Sierra Madre Blvd. No. 327 Sierra Madre, Ca. 91024 Office: 626.355.2737 Fax: 626.609.3285 [6, 1943, 629, 1955]
notice-body: The following person(s) is (are) doing business as: MAHARAJA HALAL CHINESE & PAKISTANI RESTAURANT, 11814 E. 183rd ST., CERRITOS, CA 90703. Full name of registrant(s) is (are) MOHAMMED SOHAIL, MOHAMMED A. TAI, MOHAMMAD ALI, ADNAN KHAN, 11497 SOUTHFALL, CERRITOS, CA 90703. This Business is conducted by: A LIMITED PARTNERSHIP. Signed: MOHAMMED SOHAIL. This statement was filed with the County Clerk of Los Angeles County on 02/06/12. The registrant(s) has (have) commenced to transact business under the fictitious business name or names listed above on: N/A. NOTICE- This Fictitious Name Statement expires five years from the date it was filed in the office of the County Clerk. A new Fictitious Business Name Statement must be filed prior to that date. The filing of this statement does not of itself authorize the use in this state of a Fictitious Business Name in violation of the rights of another under federal, State, or common law (See section 14411 et seq. Business and Professions Code) Publish: Mountain Views News Dates Pub: Feb. 18, 25, March 03, 10, 2012 [4, 489, 172, 607]
notice-body: The following person(s) has/have abandoned the use of the fictitious business name: UPBODDIED APPAREL, 4027 CECILIA ST., MONTEREY PARK, CA 91754. The fictitious business name referred to above was filed on 02/18/2010, in the county of Los Angeles. The original file number of 20100285806. The business was conducted by: A GENERAL PARTNERSHIP. This statement was filed with the County Clerk of Los Angeles on 02/09/2012. The registrant(s) declares that all information in this statement is true and correct. (A registrant who declares as true information which he or she knows to be false, is guilty of a crime.) SIGNED: DUONG JOHN QUYNG NGUYEN NHON PARTNER. Publish: Mountain Views News Dates Pub: Feb. 18, 25, March 03, 10, 2012 [180, 1468, 348, 1551]
notice-file-number: File No. 2012-024857 [180, 1563, 230, 1570]
legal-notice [180, 1809, 348, 1926]
notice-body: The following person(s) is (are) doing business as: SGC EMBROIDERY SERVICES, 2309 LONG BEACH AV., L.A., CA 90058. Full name of registrant(s) is (are) GILBERTO CASTILLO, 9706 BOWMAN AVE., SOUTH GATE, CA 90280. This Business is conducted by: AN INDIVIDUAL. Signed: GILBERTO CASTILLO. This statement was filed with the County Clerk of Los Angeles County on 02/06/12. The registrant(s) has (have) commenced to transact business under the fictitious business name or names listed above on: N/A. NOTICE- This Fictitious Name Statement expires five years from the date it was filed in the office of the County Clerk. A new Fictitious Business Name Statement must be filed prior to that date. The filing of this statement does not of itself authorize the use in this state of a Fictitious Business Name in violation of the rights of another under federal, State, or common law (See section 14411 et seq. Business and Professions Code) Publish: Mountain Views News Dates Pub: Feb. 18, 25, March 03, 10, 2012 [4, 1244, 172, 1348]
notice-file-number: File No. 2012-022608 [180, 748, 230, 755]
notice-file-number: File No. 2012-025773 [356, 82, 406, 89]
legal-notice [708, 347, 876, 368]
notice-body: The following person(s) is (are) doing business as: ROLEMAX ENTERTAINMENT MANAGEMENT, 5th PLANET DESIGN, 6230 WILSHIRE BLVD. #1803, L.A., CA 90048. Full name of registrant(s) is (are) ATNA EMPLOYMENT SERVICES, INC., 6230 WILSHIRE BLVD. #1803, L.A., CA 90048. This Business is conducted by: A CORPORATION. Signed: RACQUEL A. DIXON. This statement was filed with the County Clerk of Los Angeles County on 02/16/12. The registrant(s) has (have) commenced to transact business under the fictitious business name or names listed above on: N/A. NOTICE- This Fictitious Name Statement expires five years from the date it was filed in the office of the County Clerk. A new Fictitious Business Name Statement must be filed prior to that date. The filing of this statement does not of itself authorize the use in this state of a Fictitious Business Name in violation of the rights of another under federal, State, or common law (See section 14411 et seq. Business and Professions Code) Publish: Mountain Views News Dates Pub: Feb. 18, 25, March 03, 10, 2012 [356, 1743, 524, 1853]
legal-notice [356, 1607, 524, 1724]
notice-file-number: File No. 2012-031572 [532, 870, 582, 877]
legal-notice [708, 95, 876, 219]
notice-body: The following person(s) is (are) doing business as: UPWARD APPAREL, 1991 GOLDRING ST. #, LA CANADA FLINTRIDGE, CA 91011. Full name of registrant(s) is (are) JOHN DUONG, 69 DEWEY ST, SAN GABRIEL, CA 91776. NHON NGUYEN, 217 SAINT FRANCES ST, SAN GABRIEL, CA 91776. This Business is conducted by: A GENERAL PARTNERSHIP. Signed: JOHN DUONG. This statement was filed with the County Clerk of Los Angeles County on 02/07/12. The registrant(s) has (have) commenced to transact business under the fictitious business name or names listed above on: 02/17/2010. NOTICE- This Fictitious Name Statement expires five years from the date it was filed in the office of the County Clerk. A new Fictitious Business Name Statement must be filed prior to that date. The filing of this statement does not of itself authorize the use in this state of a Fictitious Business Name in violation of the rights of another under federal, State, or common law (See section 14411 et seq. Business and Professions Code) Publish: Mountain Views News Dates Pub: Feb. 18, 25, March 03, 10, 2012 [180, 251, 348, 362]
legal-notice [4, 612, 172, 729]
masthead [0, 0, 1056, 72]
notice-file-number: File No. 2012-032399 [532, 1482, 582, 1489]
notice-body: The following person(s) is (are) doing business as: MY AUTO ANGEL, 12000 W. PICO BLVD., L.A., CA 90064. Full name of registrant(s) is (are) JOSHUA SIMON, 12000 W. PICO BLVD., L.A., CA 90064. This Business is conducted by: AN INDIVIDUAL. Signed: JOSHUA SIMON. This statement was filed with the County Clerk of Los Angeles County on 02/23/12. The registrant(s) has (have) commenced to transact business under the fictitious business name or names listed above on: N/A. NOTICE- This Fictitious Name Statement expires five years from the date it was filed in the office of the County Clerk. A new Fictitious Business Name Statement must be filed prior to that date. The filing of this statement does not of itself authorize the use in this state of a Fictitious Business Name in violation of the rights of another under federal, State, or common law (See section 14411 et seq. Business and Professions Code) Publish: Mountain Views News Dates Pub: March 03, 10, 17, 24, 2012 [532, 76, 876, 1932]
legal-notice [356, 1226, 524, 1350]
notice-file-number: File No. 2012-020968 [4, 986, 54, 993]
notice-heading: FICTITIOUS BUSINESS NAME STATEMENT [4, 1727, 120, 1734]
notice-body: the use in this state of a Fictitious Business Name in violation of the rights of another under federal, State, or common law (See Section 14411 et seq. Business and Professions Code) Publish: Mountain Views News Dates Pub: Feb. 18, 25, March 03, 10, 2012 [4, 76, 172, 103]
notice-heading: FICTITIOUS BUSINESS NAME STATEMENT [180, 115, 296, 122]
notice-body: The following person(s) is (are) doing business as: [708, 360, 822, 367]
notice-file-number: File No. 2012-024647 [180, 1686, 230, 1693]
notice-file-number: File No. 2012-021295 [180, 1122, 230, 1129]
legal-notice [356, 723, 524, 840]
legal-notice [180, 1245, 348, 1342]
notice-heading: FICTITIOUS BUSINESS NAME STATEMENT [532, 1353, 648, 1360]
legal-notice [356, 457, 524, 581]
notice-heading: FICTITIOUS BUSINESS NAME STATEMENT [180, 367, 296, 374]
notice-body: The following person(s) is (are) doing business as: VICTOR'S ICE 'N DRYER, 15600 COMPTON AVE., CARSON, CA 90710. Full name of registrant(s) is (are) VICTOR ANDERES, 942 MOLBERG DR., HARBOR CITY, CA 90710. This Business is conducted by: AN INDIVIDUAL. Signed: VICTOR ANDERES. This statement was filed with the County Clerk of Los Angeles County on 02/08/12. The registrant(s) has (have) commenced to transact business under the fictitious business name or names listed above on: N/A. NOTICE- This Fictitious Name Statement expires five years from the date it was filed in the office of the County Clerk. A new Fictitious Business Name Statement must be filed prior to that date. The filing of this statement does not of itself authorize the use in this state of a Fictitious Business Name in violation of the rights of another under federal, State, or common law (See section 14411 et seq. Business and Professions Code) Publish: Mountain Views News Dates Pub: Feb. 18, 25, March 03, 10, 2012 [180, 510, 348, 614]
legal-notice [4, 476, 172, 607]
notice-heading: FICTITIOUS BUSINESS NAME STATEMENT [4, 231, 120, 238]
notice-heading: FICTITIOUS BUSINESS NAME STATEMENT [356, 1096, 472, 1103]
legal-notice [532, 360, 700, 484]
legal-notice [356, 1355, 524, 1479]
notice-heading: FICTITIOUS BUSINESS NAME STATEMENT [356, 76, 472, 82]
notice-file-number: File No. 2012-019231 [4, 1856, 54, 1863]
notice-body: The following person(s) is (are) doing business as: OUTLOOK T. A. SERVICES, 12420 BERENDO AVE. #4, LOS ANGELES, CA 90044. Full name of registrant(s) is (are) JOHN GAFFORD, 12420 BENFIELD AVE., NORWALK, CA 90650. This Business is conducted by: AN INDIVIDUAL. Signed: JOHN GAFFORD. This statement was filed with the County Clerk of Los Angeles County on 02/09/12. The registrant(s) has (have) commenced to transact business under the fictitious business name or names listed above on: N/A. NOTICE- This Fictitious Name Statement expires five years from the date it was filed in the office of the County Clerk. A new Fictitious Business Name Statement must be filed prior to that date. The filing of this statement does not of itself authorize the use in this state of a Fictitious Business Name in violation of the rights of another under federal, State, or common law (See section 14411 et seq. Business and Professions Code) Publish: Mountain Views News Dates Pub: Feb. 18, 25, March 03, 10, 2012 [4, 748, 172, 851]
notice-file-number: File No. 2012-020988 [4, 1237, 54, 1244]
notice-body: The following person(s) is (are) doing business as: JADE WOOD & NAIL, 1374 E. CARSON, LONG BEACH, CA 90807. Full name of registrant(s) is (are) NGA PHUONG NGUYEN, 8971 HEWITT PL., GARDEN GROVE, CA 92844. This Business is conducted by: AN INDIVIDUAL. Signed: NGA PHUONG NGUYEN. This statement was filed with the County Clerk of Los Angeles County on 02/27/12. The registrant(s) has (have) commenced to transact business under the fictitious business name or names listed above on 02/22/2012. NOTICE- This Fictitious Name Statement expires five years from the date it was filed in the office of the County Clerk. A new Fictitious Business Name Statement must be filed prior to that date. The filing of this statement does not of itself authorize the use in this state of a Fictitious Business Name in violation of the rights of another under federal, State, or common law (See section 14411 et seq. Business and Professions Code) Publish: Mountain Views News Dates Pub: March 03, 10, 17, 24, 2012 [532, 1367, 700, 1470]
notice-body: The following person(s) is (are) doing business as: KAMALCOM COMPANY, 2646 W. 235th ST. #A, TORRANCE, CA 90505. Full name of registrant(s) is (are) CARA OKOKAM, 2646 W. 235th ST. #A, TORRANCE, CA 90505. This Business is conducted by: AN INDIVIDUAL. Signed: CARA OKOKAM. This statement was filed with the County Clerk of Los Angeles County on 02/28/12. The registrant(s) has (have) commenced to transact business under the fictitious business name or names listed above on: N/A. NOTICE- This Fictitious Name Statement expires five years from the date it was filed in the office of the County Clerk. A new Fictitious Business Name Statement must be filed prior to that date. The filing of this statement does not of itself authorize the use in this state of a Fictitious Business Name in violation of the rights of another under federal, State, or common law (See section 14411 et seq. Business and Professions Code) Publish: Mountain Views News Dates Pub: March 03, 10, 17, 24, 2012 [532, 1489, 700, 1593]
notice-heading: FICTITIOUS BUSINESS NAME STATEMENT [180, 237, 296, 244]
notice-heading: FICTITIOUS BUSINESS NAME STATEMENT [4, 1598, 120, 1605]
notice-body: The following person(s) is (are) doing business as: CREATIVE ABILITIES, CREATIVE ABILITIES CHILD LEARNING CENTER, CREATIVE ABILITIES COMMUNITY RESOURCE CENTER, 6230 WILSHIRE BLVD. #1803, L.A., CA 90048. Full name of registrant(s) is (are) ATNA EMPLOYMENT SERVICES, INC., 6230 WILSHIRE BLVD. #1803, L.A., CA 90048. This Business is conducted by: A CORPORATION. Signed: RACQUEL A. DIXON. This statement was filed with the County Clerk of Los Angeles County on 02/16/12. The registrant(s) has (have) commenced to transact business under the fictitious business name or names listed above on: N/A. NOTICE- This Fictitious Name Statement expires five years from the date it was filed in the office of the County Clerk. A new Fictitious Business Name Statement must be filed prior to that date. The filing of this statement does not of itself authorize the use in this state of a Fictitious Business Name in violation of the rights of another under federal, State, or common law (See section 14411 et seq. Business and Professions Code) Publish: Mountain Views News Dates Pub: Feb. 18, 25, March 03, 10, 2012 [356, 600, 524, 717]
notice-file-number: File No. 2012-029947 [532, 1843, 582, 1850]
legal-notice [4, 231, 172, 348]
legal-notice [180, 1679, 348, 1803]
notice-file-number: File No. 2012-032379 [532, 993, 582, 1000]
notice-heading: FICTITIOUS BUSINESS NAME STATEMENT [356, 1226, 472, 1232]
notice-file-number: File No. 2012-031561 [532, 1115, 582, 1122]
notice-file-number: File No. 2012-025797 [356, 1232, 406, 1239]
notice-file-number: File No. 2012-026079 [356, 1613, 406, 1620]
notice-heading: FICTITIOUS BUSINESS NAME STATEMENT [180, 863, 296, 870]
notice-file-number: STATEMENT OF ABANDONMENT OF USE OF FICTITIOUS BUSINESS NAME [180, 1251, 348, 1265]
notice-heading: FICTITIOUS BUSINESS NAME STATEMENT [356, 1607, 472, 1614]
notice-file-number: File No. 2012-027598 [356, 1362, 406, 1369]
legal-notice [4, 1598, 172, 1722]
notice-heading: FICTITIOUS BUSINESS NAME STATEMENT [356, 1484, 472, 1491]
notice-body: The following person(s) is (are) doing business as: WICKED-IN-CENTIONS, 1912 237th PL., TORRANCE, CA 90501. Full name of registrant(s) is (are) GEORGIANNA GRIPPO, 1912 237th PL., TORRANCE, CA 90501. This Business is conducted by: AN INDIVIDUAL. Signed: GEORGIANNA GRIPPO. This statement was filed with the County Clerk of Los Angeles County on 02/08/12. The registrant(s) has (have) commenced to transact business under the fictitious business name or names listed above on: N/A. NOTICE- This Fictitious Name Statement expires five years from the date it was filed in the office of the County Clerk. A new Fictitious Business Name Statement must be filed prior to that date. The filing of this statement does not of itself authorize the use in this state of a Fictitious Business Name in violation of the rights of another under federal, State, or common law (See section 14411 et seq. Business and Professions Code) Publish: Mountain Views News Dates Pub: Feb. 18, 25, March 03, 10, 2012 [180, 1006, 348, 1110]
notice-heading: FILE NO. 2012-0025760 [532, 258, 591, 265]
notice-body: The following person(s) is (are) doing business as: ROBANOS, 1448 THEODORE AVE., SOUTHGATE, CA 90280. Full name of registrant(s) is (are) ELPIDIO GARCIA, 150 LIME OAK ST., HUNTINGTON PARK, CA 90255. This Business is conducted by: AN INDIVIDUAL. Signed: ELPIDIO GARCIA. This statement was filed with the County Clerk of Los Angeles County on 02/08/12. The registrant(s) has (have) commenced to transact business under the fictitious business name or names listed above on: N/A. NOTICE- This Fictitious Name Statement expires five years from the date it was filed in the office of the County Clerk. A new Fictitious Business Name Statement must be filed prior to that date. The filing of this statement does not of itself authorize the use in this state of a Fictitious Business Name in violation of the rights of another under federal, State, or common law (See section 14411 et seq. Business and Professions Code) Publish: Mountain Views News Dates Pub: Feb. 18, 25, March 03, 10, 2012 [4, 993, 172, 1096]
footer-bar [0, 1938, 1056, 1960]
notice-file-number: File No. 2012-018960 [4, 237, 54, 244]
notice-body: The following person(s) has/have abandoned the use of the fictitious business name: LYNX BAKERY, 528 W. HOLT AVE., POMONA, CA 91768. The fictitious business name referred to above was filed on 10/19/2009, in the county of Los Angeles. The original file number of 20091870966. The business was conducted by: AN INDIVIDUAL. This statement was filed with the County Clerk of Los Angeles on 02/08/2012. The registrant(s) declares that all information in this statement is true and correct. (A registrant who declares as true information which he or she knows to be false, is guilty of a crime.) SIGNED: AGUILAR NORMA LUISA CRUZ. Publish: Mountain Views News Dates Pub: Feb. 18, 25, March 03, 10, 2012 [180, 1265, 348, 1341]
notice-heading: FICTITIOUS BUSINESS NAME STATEMENT [4, 1353, 120, 1360]
notice-file-number: File No. 2012-034653 [532, 1237, 582, 1244]
notice-heading: FICTITIOUS BUSINESS NAME STATEMENT [4, 612, 120, 619]
legal-notice [356, 1097, 524, 1221]
notice-body: The following person(s) is (are) doing business as: TRUE PARADISE, 120 E. 109th ST., L.A., CA 90061. Full name of registrant(s) is (are) HECTOR MEDINA, 120 E. 109th ST., L.A., CA 90061. This Business is conducted by: AN INDIVIDUAL. Signed: HECTOR MEDINA. This statement was filed with the County Clerk of Los Angeles County on 02/06/12. The registrant(s) has (have) commenced to transact business under the fictitious business name or names listed above on: N/A. NOTICE- This Fictitious Name Statement expires five years from the date it was filed in the office of the County Clerk. A new Fictitious Business Name Statement must be filed prior to that date. The filing of this statement does not of itself authorize the use in this state of a Fictitious Business Name in violation of the rights of another under federal, State, or common law (See section 14411 et seq. Business and Professions Code) Publish: Mountain Views News Dates Pub: Feb. 18, 25, March 03, 10, 2012 [180, 129, 348, 233]
notice-file-number: File No. 2012-020548 [4, 618, 54, 625]
notice-heading: FICTITIOUS BUSINESS NAME STATEMENT [4, 734, 120, 741]
legal-notice [532, 986, 700, 1103]
notice-heading: FICTITIOUS BUSINESS NAME STATEMENT [356, 974, 472, 981]
notice-body: The following person(s) is (are) doing business as: DAVIDS POOL SUPPLIES, 14212 LAMBERT RD., WHITTIER, CA 90605. Full name of registrant(s) is (are) DAVID DAVID VIDAL, ELIZABETH VIDAL, 8536 MORRILL AVE., WHITTIER, CA 90606. This Business is conducted by: A GENERAL PARTNERSHIP. Signed: DAVID VIDAL. This statement was filed with the County Clerk of Los Angeles County on 02/27/12. The registrant(s) has (have) commenced to transact business under the fictitious business name or names listed above on 04/28/2010. NOTICE- This Fictitious Name Statement expires five years from the date it was filed in the office of the County Clerk. A new Fictitious Business Name Statement must be filed prior to that date. The filing of this statement does not of itself authorize the use in this state of a Fictitious Business Name in violation of the rights of another under federal, State, or common law (See section 14411 et seq. Business and Professions Code) Publish: Mountain Views News Dates Pub: March 03, 10, 17, 24, 2012 [532, 877, 700, 981]
notice-heading: FICTITIOUS BUSINESS NAME STATEMENT [532, 741, 648, 748]
notice-heading: FICTITIOUS BUSINESS NAME STATEMENT [180, 741, 296, 748]
legal-notice [356, 335, 524, 452]
notice-file-number: File No. 2012-021489 [4, 741, 54, 748]
notice-heading: FICTITIOUS BUSINESS NAME STATEMENT [180, 1808, 296, 1815]
notice-file-number: File No. 2012-030415 [532, 1720, 582, 1727]
legal-notice [532, 864, 700, 981]
notice-heading: FICTITIOUS BUSINESS NAME STATEMENT [356, 586, 472, 593]
notice-body: The following person(s) is (are) doing business as: SECOND TWO WAY COMMUNICATION, 9720 S. BERNARDINO AVE., CUDAHY, CA 90201. Full name of registrant(s) is (are) DIAZ ROSCHIO, 5472 S. BERNARDINO AVE., #12, EVERY CAMARENA, 610 N. SAN BERNARDINO AVE., POMONA, CA 91767. This Business is conducted by: CO-PARTNERS. Signed: DIAZ ROSCHIO. This statement was filed with the County Clerk of Los Angeles County on 02/02/12. The registrant(s) has (have) commenced to transact business under the fictitious business name or names listed above on: N/A. NOTICE- This Fictitious Name Statement expires five years from the date it was filed in the office of the County Clerk. A new Fictitious Business Name Statement must be filed prior to that date. The filing of this statement does not of itself authorize the use in this state of a Fictitious Business Name in violation of the rights of another under federal, State, or common law (See section 14411 et seq. Business and Professions Code) Publish: Mountain Views News Dates Pub: Feb. 18, 25, March 03, 10, 2012 [4, 1115, 172, 1226]
notice-file-number: File No. 2012-032538 [708, 353, 758, 360]
notice-body: The following person(s) is (are) doing business as: LE NAIL SPA, 2720 FOOTHILL BL. #E, LA CRESCENTA, CA 91214. Full name of registrant(s) is (are) VIVIAN GIA KIM, 17107 NORWALK BLVD. #63, HAWAIIAN GARDENS, CA 90716. This Business is conducted by: AN INDIVIDUAL. Signed: VIVIAN GIA KIM. This statement was filed with the County Clerk of Los Angeles County on 02/02/12. The registrant(s) has (have) commenced to transact business under the fictitious business name or names listed above on: N/A. NOTICE- This Fictitious Name Statement expires five years from the date it was filed in the office of the County Clerk. A new Fictitious Business Name Statement must be filed prior to that date. The filing of this statement does not of itself authorize the use in this state of a Fictitious Business Name in violation of the rights of another under federal, State, or common law (See section 14411 et seq. Business and Professions Code) Publish: Mountain Views News Dates Pub: Feb. 18, 25, March 03, 10, 2012 [4, 244, 172, 348]
notice-body: The following person(s) is (are) doing business as: GAMES AMERICA, 208 E. 6th ST. #813, L.A., CA 90014. Full name of registrant(s) is (are) CAPRICON, INC., 7205 HOLLYWOOD BLVD. #324, L.A., CA 90046. This Business is conducted by: A CORPORATION. Signed: KAMRAN MAHGUBIYAN. This statement was filed with the County Clerk of Los Angeles County on 02/28/12. The registrant(s) has (have) commenced to transact business under the fictitious business name or names listed above on 09/15/2009. NOTICE- This Fictitious Name Statement expires five years from the date it was filed in the office of the County Clerk. A new Fictitious Business Name Statement must be filed prior to that date. The filing of this statement does not of itself authorize the use in this state of a Fictitious Business Name in violation of the rights of another under federal, State, or common law (See section 14411 et seq. Business and Professions Code) Publish: Mountain Views News Dates Pub: March 03, 10, 17, 24, 2012 [532, 1122, 700, 1226]
legal-notice [532, 1231, 700, 1348]
notice-file-number: File No. 2012-022762 [180, 1000, 230, 1006]
legal-notice [4, 1353, 172, 1470]
legal-notice [180, 619, 348, 736]
notice-heading: FICTITIOUS BUSINESS NAME STATEMENT [4, 353, 120, 360]
notice-heading: FICTITIOUS BUSINESS NAME STATEMENT [180, 1556, 296, 1563]
notice-heading: FICTITIOUS BUSINESS NAME STATEMENT [4, 475, 120, 482]
notice-file-number: File No. 2012-032979 [532, 496, 582, 503]
legal-notice [4, 734, 172, 851]
notice-file-number: File No. 2012-019649 [4, 1734, 54, 1741]
notice-heading: FICTITIOUS BUSINESS NAME STATEMENT [356, 212, 472, 219]
legal-notice [180, 993, 348, 1110]
notice-body: The following person(s) is (are) doing business as: UPNGOING CO., 1136 N. SPRINGDALE DR. #282, LONG BEACH, CA 90810. Full name of registrant(s) is (are) TIQUONDA MCDONALD, 3136 N. SPRINGDALE DR. #282, LONG BEACH, CA 90810. This Business is conducted by: AN INDIVIDUAL. Signed: TIQUONDA MCDONALD. This statement was filed with the County Clerk of Los Angeles County on 01/27/12. The registrant(s) has (have) commenced to transact business under the fictitious business name or names listed above on: N/A. NOTICE- This Fictitious Name Statement expires five years from the date it was filed in the office of the County Clerk. A new Fictitious Business Name Statement must be filed prior to that date. The filing of this statement does not of itself authorize the use in this state of a Fictitious Business Name in violation of the rights of another under federal, State, or common law (See section 14411 et seq. Business and Professions Code) Publish: Mountain Views News Dates Pub: Feb. 18, 25, March 03, 10, 2012 [180, 381, 348, 491]
legal-notice [4, 1102, 172, 1226]
notice-body: The following person(s) is (are) doing business as: KIDDO KARE, 5301 LENA ST., L.A., CA 90032. Full name of registrant(s) is (are) ARTEMI SANCHEZ, 5301 LENA ST., L.A., CA 90032. This Business is conducted by: AN INDIVIDUAL. Signed: ARTEMI SANCHEZ. This statement was filed with the County Clerk of Los Angeles County on 02/28/12. The registrant(s) has (have) commenced to transact business under the fictitious business name or names listed above on: N/A. NOTICE- This Fictitious Name Statement expires five years from the date it was filed in the office of the County Clerk. A new Fictitious Business Name Statement must be filed prior to that date. The filing of this statement does not of itself authorize the use in this state of a Fictitious Business Name in violation of the rights of another under federal, State, or common law (See section 14411 et seq. Business and Professions Code) Publish: Mountain Views News Dates Pub: March 03, 10, 17, 24, 2012 [532, 1612, 700, 1708]
notice-heading: FICTITIOUS BUSINESS NAME STATEMENT [356, 457, 472, 464]
notice-file-number: File No. 2012-020879 [180, 122, 230, 129]
notice-heading: FICTITIOUS BUSINESS NAME STATEMENT [532, 1231, 648, 1237]
notice-file-number: File No. 2012-034093 [532, 748, 582, 755]
section-title: LEGALS [722, 4, 881, 45]
notice-heading: FICTITIOUS BUSINESS NAME STATEMENT [4, 856, 120, 863]
notice-file-number: File No. 2011-146378 [532, 367, 582, 374]
page-number: 12 [8, 3, 46, 45]
legal-notice [532, 1598, 700, 1709]
notice-body: The following person(s) is (are) doing business as: VIRTUAL INTELLIGENCE, 6616 WALKER AV. #5, BELL, CA 90201. Full name of registrant(s) is (are) GLADYS P. BARRETT, 6616 WALKER AVE. #5, BELL, CA 90201. This Business is conducted by: AN INDIVIDUAL. Signed: GLADYS P. BARRETT. This statement was filed with the County Clerk of Los Angeles County on 02/08/12. The registrant(s) has (have) commenced to transact business under the fictitious business name or names listed above on: N/A. NOTICE- This Fictitious Name Statement expires five years from the date it was filed in the office of the County Clerk. A new Fictitious Business Name Statement must be filed prior to that date. The filing of this statement does not of itself authorize the use in this state of a Fictitious Business Name in violation of the rights of another under federal, State, or common law (See section 14411 et seq. Business and Professions Code) Publish: Mountain Views News Dates Pub: Feb. 18, 25, March 03, 10, 2012 [180, 632, 348, 736]
legal-notice [180, 497, 348, 614]
notice-body: The following person(s) is (are) doing business as: NOMAD PRODUCTIONS, THE NOMAD BELL, 4133 W. BURBANK BLVD. #134, BURBANK, CA 91505. Full name of registrant(s) is (are) NOMAD PRODUCTIONS, INC., 827 HOLLYWOOD WAY #136, BURBANK, CA 91505. This Business is conducted by: A CORPORATION. Signed: KRISTEN C. DIXON. This statement was filed with the County Clerk of Los Angeles County on 02/16/12. The registrant(s) has (have) commenced to transact business under the fictitious business name or names listed above on: N/A. NOTICE- This Fictitious Name Statement expires five years from the date it was filed in the office of the County Clerk. A new Fictitious Business Name Statement must be filed prior to that date. The filing of this statement does not of itself authorize the use in this state of a Fictitious Business Name in violation of the rights of another under federal, State, or common law (See section 14411 et seq. Business and Professions Code) Publish: Mountain Views News Dates Pub: Feb. 18, 25, March 03, 10, 2012 [356, 1369, 524, 1479]
notice-body: The following person(s) is (are) doing business as: LEMON PINK, 237 E. 7th ST. #101, L.A., CA 90014. Full name of registrant(s) is (are) RICARDO SANTILLAN ROJON, 2422 GRAND AVE., MONTEREY PARK, CA 91755. This Business is conducted by: AN INDIVIDUAL. Signed: RICARDO SANTILLAN ROJON. This statement was filed with the County Clerk of Los Angeles County on 02/07/12. The registrant(s) has (have) commenced to transact business under the fictitious business name or names listed above on: N/A. NOTICE- This Fictitious Name Statement expires five years from the date it was filed in the office of the County Clerk. A new Fictitious Business Name Statement must be filed prior to that date. The filing of this statement does not of itself authorize the use in this state of a Fictitious Business Name in violation of the rights of another under federal, State, or common law (See section 14411 et seq. Business and Professions Code) Publish: Mountain Views News Dates Pub: Feb. 18, 25, March 03, 10, 2012 [4, 367, 172, 470]
notice-file-number: File No. 2012-019433 [4, 1108, 54, 1115]
notice-body: The following person(s) is (are) doing business as: VIA ITALIA, 102 N. PACIFIC COAST HWY., LONG BEACH, CA 90806. Full name of registrant(s) is (are) SAMUEL MURILLO, 1494 W. 1st ST., SAN PEDRO, CA 90732. This Business is conducted by: AN INDIVIDUAL. Signed: SAMUEL MURILLO. This statement was filed with the County Clerk of Los Angeles County on 02/08/12. The registrant(s) has (have) commenced to transact business under the fictitious business name or names listed above on: N/A. NOTICE- This Fictitious Name Statement expires five years from the date it was filed in the office of the County Clerk. A new Fictitious Business Name Statement must be filed prior to that date. The filing of this statement does not of itself authorize the use in this state of a Fictitious Business Name in violation of the rights of another under federal, State, or common law (See section 14411 et seq. Business and Professions Code) Publish: Mountain Views News Dates Pub: Feb. 18, 25, March 03, 10, 2012 [180, 755, 348, 858]
legal-notice [356, 212, 524, 329]
notice-body: The following person(s) is (are) doing business as: TOPBODY, 2303 E. COMPTON BLVD, COMPTON, CA 90222. Full name of registrant(s) is (are) KARIM LOPEZ, 536 E. EL SEGUNDO BLVD. #B, COMPTON, CA 90222. This Business is conducted by: AN INDIVIDUAL. Signed: KARIM LOPEZ. This statement was filed with the County Clerk of Los Angeles County on 02/02/12. The registrant(s) has (have) commenced to transact business under the fictitious business name or names listed above on: N/A. NOTICE- This Fictitious Name Statement expires five years from the date it was filed in the office of the County Clerk. A new Fictitious Business Name Statement must be filed prior to that date. The filing of this statement does not of itself authorize the use in this state of a Fictitious Business Name in violation of the rights of another under federal, State, or common law (See section 14411 et seq. Business and Professions Code) Publish: Mountain Views News Dates Pub: Feb. 18, 25, March 03, 10, 2012 [4, 76, 348, 1932]
notice-heading: FICTITIOUS BUSINESS NAME STATEMENT [356, 1729, 472, 1736]
notice-file-number: File No. 2012-022004 [180, 503, 230, 510]
notice-heading: FILE NO. 20120022754 [180, 1244, 237, 1251]
notice-file-number: STATEMENT OF ABANDONMENT OF USE OF FICTITIOUS BUSINESS NAME [180, 1353, 348, 1367]
notice-body: The following person(s) is (are) doing business as: LEWINGS & ASSOCIATES CONSULTANTS, 6906 WHITE AVE., LONG BEACH, CA 90805. Full name of registrant(s) is (are) JANIE RUTH LEWINGS, 6906 WHITE AVE., LONG BEACH, CA 90805. This Business is conducted by: AN INDIVIDUAL. Signed: JANIE RUTH LEWINGS. This statement was filed with the County Clerk of Los Angeles County on 02/13/12. The registrant(s) has (have) commenced to transact business under the fictitious business name or names listed above on: N/A. NOTICE- This Fictitious Name Statement expires five years from the date it was filed in the office of the County Clerk. A new Fictitious Business Name Statement must be filed prior to that date. The filing of this statement does not of itself authorize the use in this state of a Fictitious Business Name in violation of the rights of another under federal, State, or common law (See section 14411 et seq. Business and Professions Code) Publish: Mountain Views News Dates Pub: Feb. 18, 25, March 03, 10, 2012 [356, 1110, 524, 1221]
notice-file-number: File No. 2012-026571 [356, 219, 406, 226]
